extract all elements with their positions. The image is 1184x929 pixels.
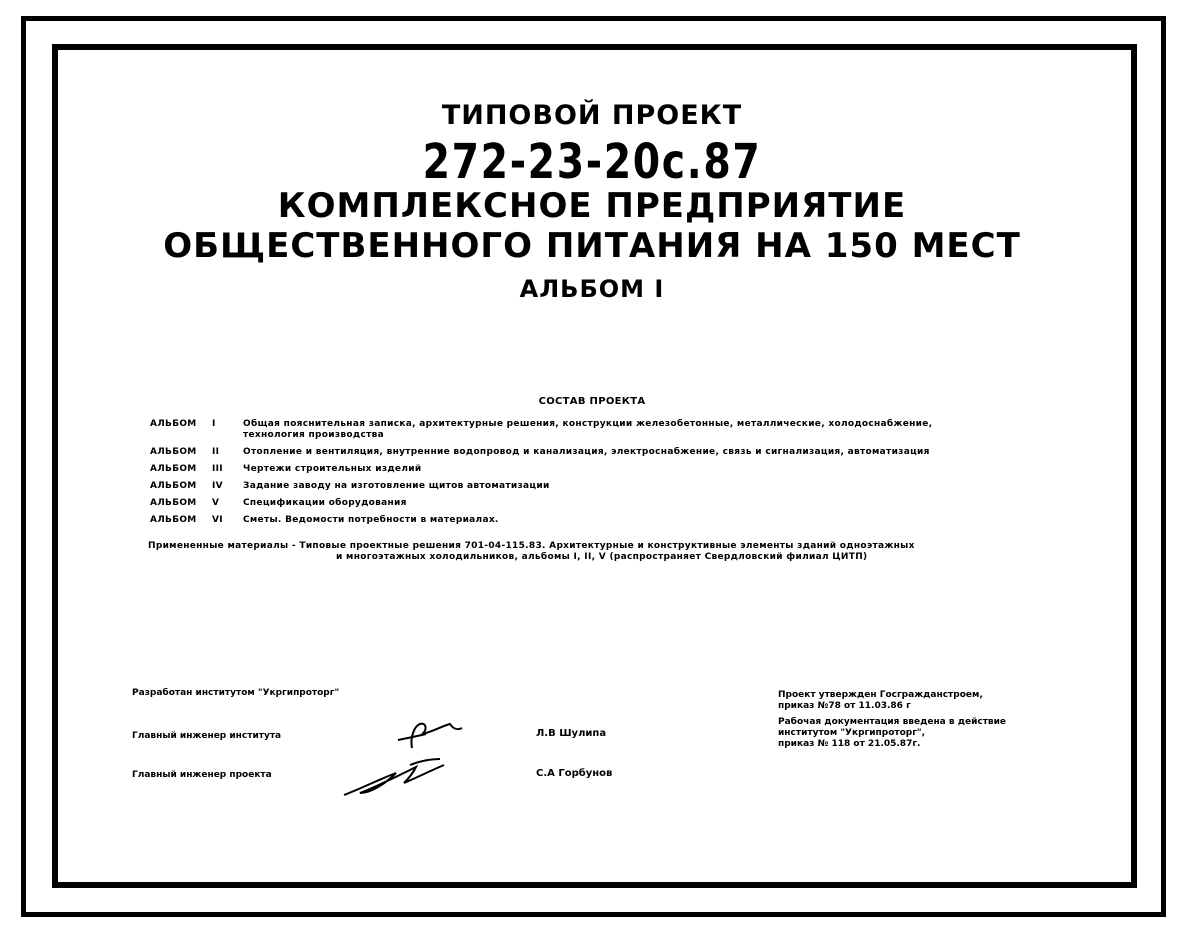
album-label: АЛЬБОМ [150,464,197,474]
album-label: АЛЬБОМ [150,447,197,457]
title-line-4: ОБЩЕСТВЕННОГО ПИТАНИЯ НА 150 МЕСТ [163,226,1021,266]
album-description: Задание заводу на изготовление щитов автоматизации [243,481,550,491]
developed-by: Разработан институтом "Укргипроторг" [132,688,340,698]
title-line-3: КОМПЛЕКСНОЕ ПРЕДПРИЯТИЕ [277,186,907,226]
approval-line-3: Рабочая документация введена в действие [778,717,1007,727]
signature-shulipa [396,718,466,752]
chief-engineer-institute-name: Л.В Шулипа [536,728,607,739]
title-line-1: ТИПОВОЙ ПРОЕКТ [441,100,743,131]
album-label: АЛЬБОМ [150,481,197,491]
project-number: 272-23-20с.87 [422,134,762,190]
album-description: Чертежи строительных изделий [243,464,422,474]
approval-line-1: Проект утвержден Госгражданстроем, [778,690,983,700]
chief-engineer-institute-label: Главный инженер института [132,731,282,741]
album-label: АЛЬБОМ [150,498,197,508]
materials-line-2: и многоэтажных холодильников, альбомы I, II, V (распространяет Свердловский филиал ЦИТП) [336,552,868,562]
album-number: I [212,419,216,429]
album-number: VI [212,515,223,525]
album-description: Общая пояснительная записка, архитектурные решения, конструкции железобетонные, металлические, холодоснабжение, [243,419,933,429]
signature-gorbunov [340,755,450,801]
album-number: IV [212,481,223,491]
approval-line-5: приказ № 118 от 21.05.87г. [778,739,921,749]
album-number: II [212,447,220,457]
album-title: АЛЬБОМ I [519,275,665,303]
chief-engineer-project-label: Главный инженер проекта [132,770,272,780]
materials-line-1: Примененные материалы - Типовые проектные решения 701-04-115.83. Архитектурные и конструктивные элементы зданий одноэтажных [148,541,915,551]
approval-line-4: институтом "Укргипроторг", [778,728,926,738]
album-description: Отопление и вентиляция, внутренние водопровод и канализация, электроснабжение, связь и сигнализация, автоматизация [243,447,930,457]
album-description: Спецификации оборудования [243,498,407,508]
chief-engineer-project-name: С.А Горбунов [536,768,613,779]
approval-line-2: приказ №78 от 11.03.86 г [778,701,911,711]
album-description: Сметы. Ведомости потребности в материалах. [243,515,499,525]
album-label: АЛЬБОМ [150,419,197,429]
contents-heading: СОСТАВ ПРОЕКТА [538,396,646,407]
album-number: V [212,498,220,508]
album-description-cont: технология производства [243,430,384,440]
album-label: АЛЬБОМ [150,515,197,525]
album-number: III [212,464,223,474]
